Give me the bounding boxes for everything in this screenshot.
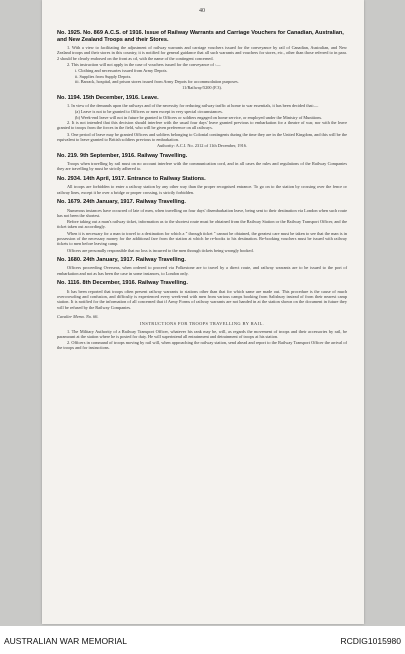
order-paragraph: 1. With a view to facilitating the adjustment of railway warrants and carriage vouchers issued for the conveyance by rail of Canadian, Australian, and New Zealand troops and their stores in this country, it is notified for general guidance that all such warrants and vouchers for stores, etc., other than those referred to in para. 2 should be clearly endorsed on the front as cd, with the name of the contingent concerned.	[57, 45, 347, 61]
order-item: ii. Supplies from Supply Depots.	[75, 73, 132, 79]
order-paragraph: Before taking out a man's railway ticket, information as to the shortest route must be obtained from the Railway Station or the Railway Transport Officer, and the ticket taken out accordingly.	[57, 219, 347, 230]
record-id: RCDIG1015980	[340, 636, 401, 646]
order-paragraph: Numerous instances have occurred of late of men, when travelling on four days' disembarkation leave, being sent to their destination via London when such route has not been the shortest.	[57, 207, 347, 218]
archive-footer	[0, 626, 405, 654]
instruction-paragraph: 2. Officers in command of troops moving by rail will, when approaching the railway station, send ahead and report to the Railway Transport Officer the arrival of the troops and for instructions.	[57, 340, 347, 351]
order-section	[57, 30, 347, 91]
order-section	[57, 153, 347, 172]
order-section	[57, 199, 347, 253]
order-heading: No. 1194. 15th December, 1916. Leave.	[57, 94, 159, 101]
order-section	[57, 280, 347, 310]
archive-name: AUSTRALIAN WAR MEMORIAL	[4, 636, 127, 646]
order-section	[57, 257, 347, 276]
instruction-paragraph: 1. The Military Authority of a Railway Transport Officer, whatever his rank may be, will, as regards the movement of troops and their accessories by rail, be paramount at the station where he is posted for duty. He will superintend all entrainment and detrainment of troops at his station.	[57, 328, 347, 339]
order-item: i. Clothing and necessaries issued from Army Depots.	[75, 68, 168, 74]
order-paragraph: 3. One period of leave may be granted Officers and soldiers belonging to Colonial contingents during the time they are in the United Kingdom, and this will be the equivalent to leave granted to British soldiers previous to embarkation.	[57, 131, 347, 142]
order-paragraph: 2. It is not intended that this decision should interfere with the usual four days' leave granted previous to embarkation for a theatre of war, nor with the leave granted to troops from the forces in the field, who will be given preference on all railways.	[57, 120, 347, 131]
order-heading: No. 1116. 8th December, 1916. Railway Travelling.	[57, 280, 188, 287]
order-heading: No. 1679. 24th January, 1917. Railway Travelling.	[57, 198, 186, 205]
order-paragraph: Troops when travelling by rail must on no account interfere with the communication cord, and in all cases the rules and regulations of the Railway Companies they are travelling by must be strictly adhered to.	[57, 161, 347, 172]
order-paragraph: 1. In view of the demands upon the railways and of the necessity for reducing railway traffic at home to war essentials, it has been decided that:—	[67, 103, 319, 109]
order-paragraph: When it is necessary for a man to travel to a destination for which a " through ticket " cannot be obtained, the greatest care must be taken to see that the man is in possession of the necessary money for the additional fare from the station at which he re-books to his destination. Re-booking vouchers must be issued with railway tickets to men before leaving camp.	[57, 230, 347, 247]
order-heading: No. 2934. 14th April, 1917. Entrance to Railway Stations.	[57, 175, 206, 182]
order-heading: No. 1925. No. 869 A.C.S. of 1916. Issue of Railway Warrants and Carriage Vouchers for Canadian, Australian, and New Zealand Troops and their Stores.	[57, 30, 344, 43]
order-item: (a) Leave is not to be granted to Officers or men except in very special circumstances.	[75, 109, 223, 115]
order-paragraph: Officers are personally responsible that no loss is incurred to the men through tickets being wrongly booked.	[67, 247, 254, 253]
order-paragraph: All troops are forbidden to enter a railway station by any other way than the proper recognised entrance. To go on to the station by crossing over the fence or railway lines, except it be over a bridge or proper crossing, is strictly forbidden.	[57, 184, 347, 195]
order-section	[57, 176, 347, 195]
order-item: (b) Week-end leave will not in future be granted to Officers or soldiers engaged on home service, or employed under the Ministry of Munitions.	[75, 114, 323, 120]
page-content	[57, 8, 347, 352]
document-page	[42, 0, 364, 624]
order-reference: 11/Railway/5200 (F.3).	[182, 85, 222, 91]
instructions-title: INSTRUCTIONS FOR TROOPS TRAVELLING BY RAIL.	[139, 321, 265, 327]
order-authority: Authority: A.C.I. No. 2312 of 11th December, 1916.	[156, 143, 247, 149]
order-paragraph: Officers proceeding Overseas, when ordered to proceed via Folkestone are to travel by a direct route, and railway warrants are to be issued to the port of embarkation and not as has been the case in some instances, to London only.	[57, 265, 347, 276]
order-heading: No. 1680. 24th January, 1917. Railway Travelling.	[57, 256, 186, 263]
order-paragraph: It has been reported that troops often present railway warrants to stations other than that for which same are made out. This procedure is the cause of much overcrowding and confusion, and difficulty is experienced every week-end with men from various camps booking from Salisbury instead of from their nearest camp station. It is notified for the information of all concerned that if Army Forms of railway warrants are not handed in at the station shown on the document in future they will be refused by the Railway Companies.	[57, 288, 347, 310]
memo-reference: Cavalier Memo. No. 66.	[57, 313, 99, 319]
order-heading: No. 219. 9th September, 1916. Railway Travelling.	[57, 152, 188, 159]
order-section	[57, 95, 347, 149]
order-item: iii. Barrack, hospital, and prison stores issued from Army Depots for accommodation purposes.	[75, 78, 239, 84]
order-paragraph: 2. This instruction will not apply in the case of vouchers issued for the conveyance of :—	[67, 62, 221, 68]
page-number: 40	[199, 8, 205, 14]
